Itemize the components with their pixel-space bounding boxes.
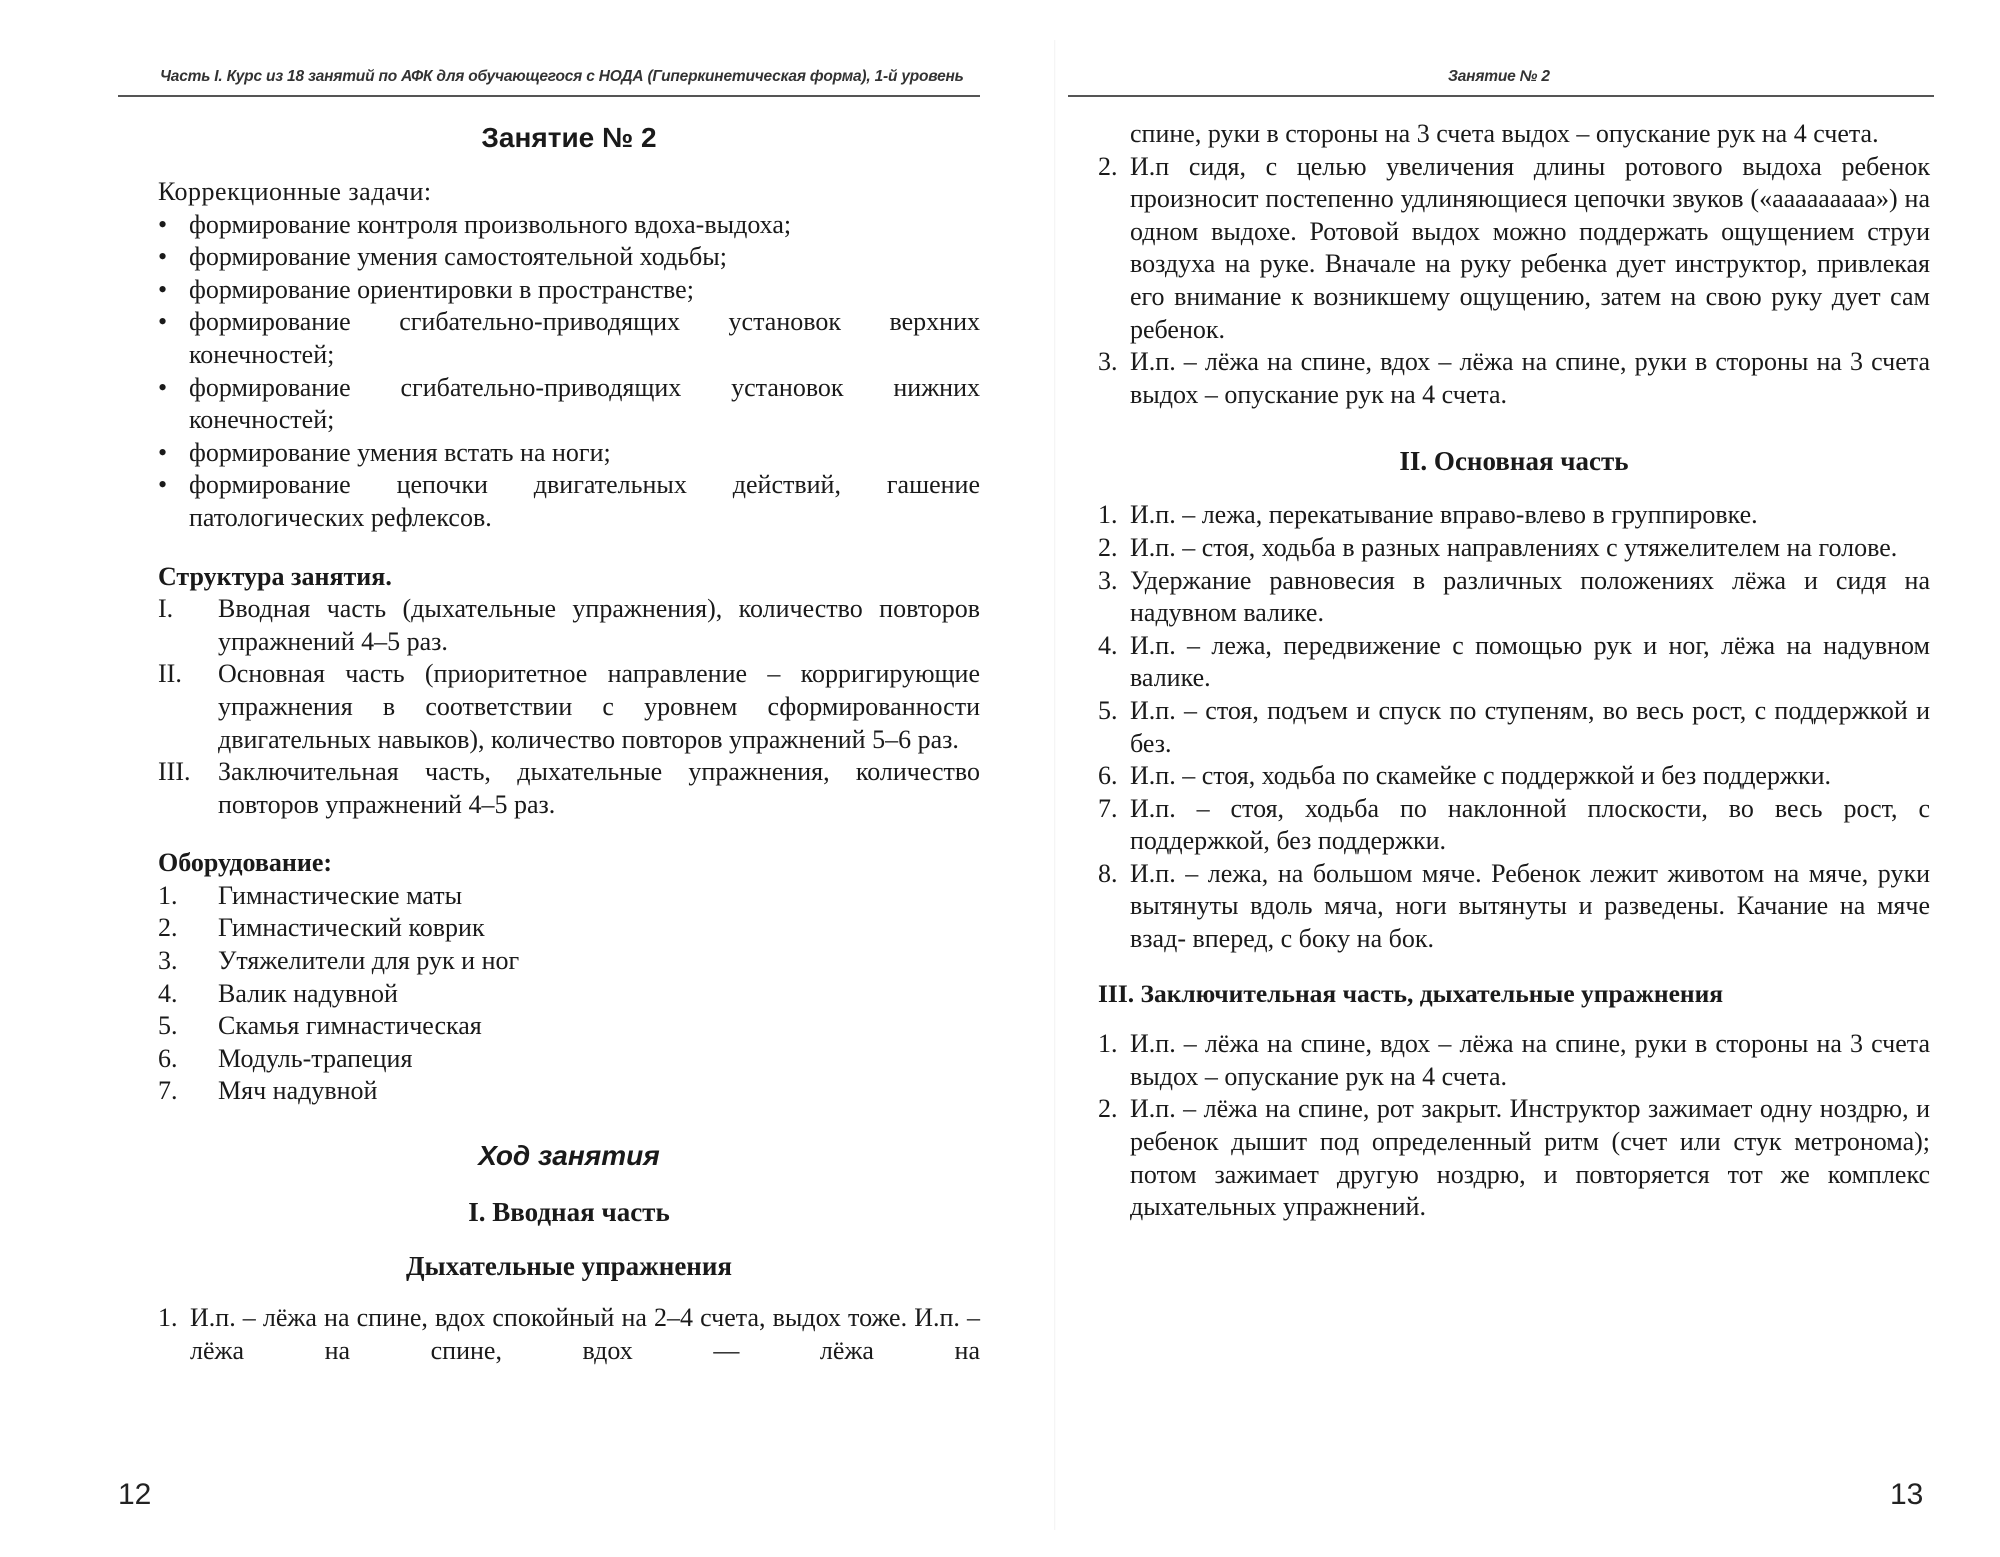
page-number-left: 12: [118, 1478, 152, 1511]
course-heading: Ход занятия: [478, 1140, 660, 1172]
list-marker: 2.: [158, 913, 178, 943]
running-head-right: Занятие № 2: [1448, 68, 1550, 85]
list-item: 3. Утяжелители для рук и ног: [158, 945, 980, 978]
list-marker: II.: [158, 659, 182, 689]
final-part-list: [1098, 1028, 1930, 1224]
right-column: [1098, 118, 1930, 1224]
list-item: 8. И.п. – лежа, на большом мяче. Ребенок лежит животом на мяче, руки вытянуты вдоль мяча, ноги вытянуты и разведены. Качание на мяче взад- вперед, с боку на бок.: [1098, 858, 1930, 954]
list-item: 5. Скамья гимнастическая: [158, 1010, 980, 1043]
corrective-tasks-list: [158, 209, 980, 535]
list-marker: 3.: [1098, 347, 1118, 377]
breathing-heading: Дыхательные упражнения: [405, 1251, 733, 1282]
list-item: I. Вводная часть (дыхательные упражнения), количество повторов упражнений 4–5 раз.: [158, 594, 980, 656]
list-marker: I.: [158, 594, 174, 624]
list-marker: 2.: [1098, 532, 1118, 562]
list-item: 1. И.п. – лёжа на спине, вдох спокойный на 2–4 счета, выдох тоже. И.п. – лёжа на спине, вдох — лёжа на: [158, 1303, 980, 1365]
equipment-list: [158, 880, 980, 1108]
structure-label: Структура занятия.: [158, 561, 392, 591]
list-marker: 7.: [158, 1076, 178, 1106]
page-number-right: 13: [1890, 1478, 1924, 1511]
header-rule-right: [1068, 95, 1934, 97]
left-column: [158, 118, 980, 1367]
right-page: [1000, 0, 2000, 1557]
running-head-left: Часть I. Курс из 18 занятий по АФК для обучающегося с НОДА (Гиперкинетическая форма), 1-й уровень: [160, 68, 964, 85]
final-part-heading: III. Заключительная часть, дыхательные упражнения: [1098, 978, 1724, 1008]
list-marker: 4.: [1098, 630, 1118, 660]
list-item: 2. И.п. – лёжа на спине, рот закрыт. Инструктор зажимает одну ноздрю, и ребенок дышит под определенный ритм (счет или стук метронома); потом зажимает другую ноздрю, и повторяется тот же комплекс дыхательных упражнений.: [1098, 1094, 1930, 1222]
list-item: 6. И.п. – стоя, ходьба по скамейке с поддержкой и без поддержки.: [1098, 760, 1930, 793]
list-marker: 1.: [1098, 500, 1118, 530]
list-item: 2. И.п сидя, с целью увеличения длины ротового выдоха ребенок произносит постепенно удлиняющиеся цепочки звуков («ааааааааа») на одном выдохе. Ротовой выдох можно поддержать ощущением струи воздуха на руке. Вначале на руку ребенка дует инструктор, привлекая его внимание к возникшему ощущению, затем на свою руку дует сам ребенок.: [1098, 151, 1930, 344]
list-item: 5. И.п. – стоя, подъем и спуск по ступеням, во весь рост, с поддержкой и без.: [1098, 695, 1930, 758]
list-item: • формирование сгибательно-приводящих установок нижних конечностей;: [158, 372, 980, 437]
list-item: 1. И.п. – лежа, перекатывание вправо-влево в группировке.: [1098, 499, 1930, 532]
list-marker: 1.: [158, 880, 178, 910]
list-marker: 1.: [1098, 1029, 1118, 1059]
list-item: 6. Модуль-трапеция: [158, 1043, 980, 1076]
main-part-list: [1098, 499, 1930, 955]
list-item: 1. И.п. – лёжа на спине, вдох – лёжа на спине, руки в стороны на 3 счета выдох – опускание рук на 4 счета.: [1098, 1029, 1930, 1091]
list-item: 4. И.п. – лежа, передвижение с помощью рук и ног, лёжа на надувном валике.: [1098, 630, 1930, 693]
main-part-heading: II. Основная часть: [1399, 446, 1629, 477]
list-item: 4. Валик надувной: [158, 978, 980, 1011]
intro-heading: I. Вводная часть: [468, 1197, 670, 1228]
list-marker: 7.: [1098, 793, 1118, 823]
list-marker: 5.: [1098, 695, 1118, 725]
header-rule-left: [118, 95, 980, 97]
equipment-label: Оборудование:: [158, 848, 333, 878]
list-marker: 1.: [158, 1303, 178, 1333]
list-marker: 4.: [158, 978, 178, 1008]
list-item: • формирование контроля произвольного вдоха-выдоха;: [158, 209, 980, 242]
list-item: • формирование умения встать на ноги;: [158, 437, 980, 470]
list-marker: 5.: [158, 1011, 178, 1041]
breathing-list: [158, 1302, 980, 1367]
intro-continued-list: [1098, 151, 1930, 412]
lesson-title: Занятие № 2: [481, 122, 657, 153]
list-item: 3. Удержание равновесия в различных положениях лёжа и сидя на надувном валике.: [1098, 565, 1930, 628]
list-marker: 2.: [1098, 1094, 1118, 1124]
list-item: III. Заключительная часть, дыхательные упражнения, количество повторов упражнений 4–5 раз.: [158, 757, 980, 819]
list-item: 3. И.п. – лёжа на спине, вдох – лёжа на спине, руки в стороны на 3 счета выдох – опускание рук на 4 счета.: [1098, 347, 1930, 409]
list-marker: 3.: [158, 946, 178, 976]
list-item: II. Основная часть (приоритетное направление – корригирующие упражнения в соответствии с уровнем сформированности двигательных навыков), количество повторов упражнений 5–6 раз.: [158, 659, 980, 754]
list-marker: 2.: [1098, 151, 1118, 181]
corrective-tasks-label: Коррекционные задачи:: [158, 177, 432, 206]
list-item: 1. Гимнастические маты: [158, 880, 980, 913]
structure-list: [158, 593, 980, 821]
list-marker: 6.: [1098, 761, 1118, 791]
list-item: • формирование умения самостоятельной ходьбы;: [158, 241, 980, 274]
list-item: 2. И.п. – стоя, ходьба в разных направлениях с утяжелителем на голове.: [1098, 532, 1930, 565]
list-item: • формирование цепочки двигательных действий, гашение патологических рефлексов.: [158, 469, 980, 534]
list-item: • формирование ориентировки в пространстве;: [158, 274, 980, 307]
list-item: 7. Мяч надувной: [158, 1075, 980, 1108]
list-item: • формирование сгибательно-приводящих установок верхних конечностей;: [158, 306, 980, 371]
list-marker: III.: [158, 757, 191, 787]
list-marker: 6.: [158, 1043, 178, 1073]
list-marker: 3.: [1098, 565, 1118, 595]
list-item: 7. И.п. – стоя, ходьба по наклонной плоскости, во весь рост, с поддержкой, без поддержки.: [1098, 793, 1930, 856]
list-item: 2. Гимнастический коврик: [158, 912, 980, 945]
continuation-text: спине, руки в стороны на 3 счета выдох – опускание рук на 4 счета.: [1130, 119, 1879, 148]
list-marker: 8.: [1098, 858, 1118, 888]
